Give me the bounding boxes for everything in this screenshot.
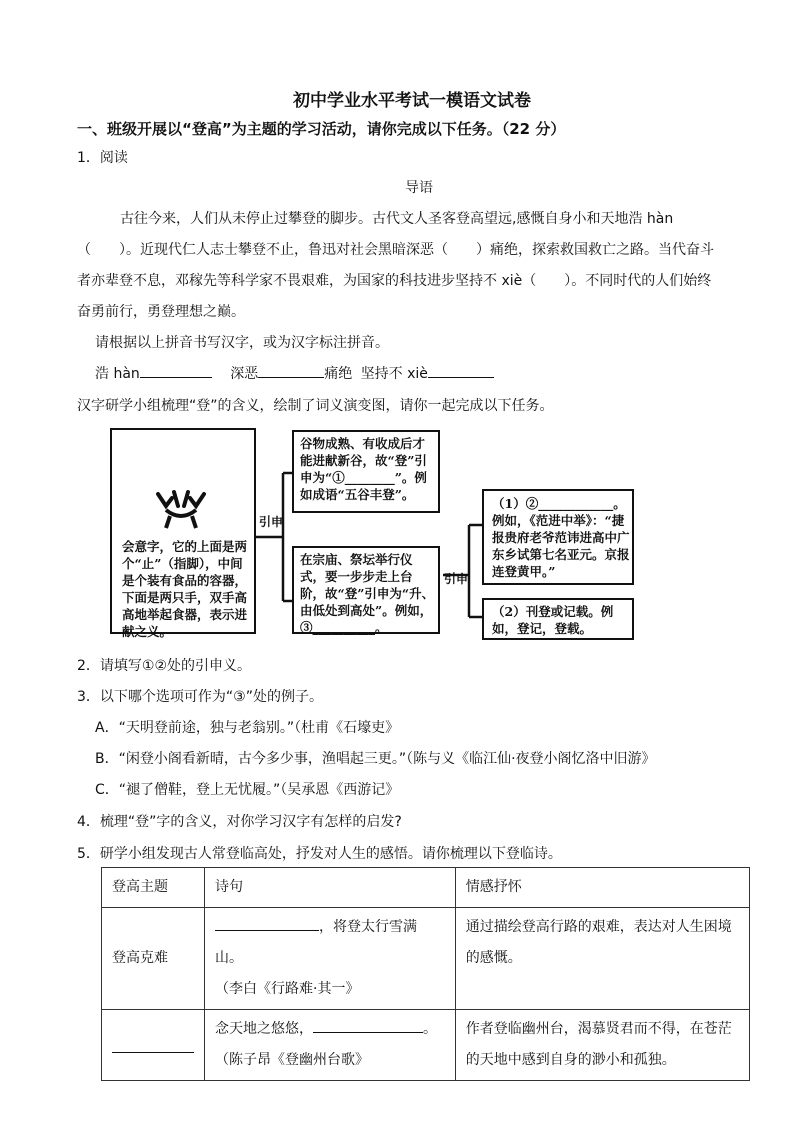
blank-a[interactable]	[140, 363, 212, 378]
ancient-glyph	[152, 488, 210, 540]
row1-verse-blank[interactable]	[215, 916, 319, 931]
fill-c-label: 痛绝	[324, 366, 353, 382]
blank-b[interactable]	[258, 363, 324, 378]
row1-theme: 登高克难	[102, 908, 205, 1010]
blank-d[interactable]	[428, 363, 494, 378]
yinshen-label-1: 引申	[259, 515, 284, 529]
section-heading: 一、班级开展以“登高”为主题的学习活动，请你完成以下任务。（22 分）	[77, 120, 566, 138]
row1-verse-line1: ，将登太行雪满山。	[215, 919, 417, 966]
row1-emotion: 通过描绘登高行路的艰难，表达对人生困境的感慨。	[455, 908, 749, 1010]
meaning-ascend-box	[292, 546, 440, 634]
yinshen-label-2: 引申	[444, 572, 469, 586]
instruction: 请根据以上拼音书写汉字，或为汉字标注拼音。	[95, 335, 389, 351]
question-5: 5．研学小组发现古人常登临高处，抒发对人生的感悟。请你梳理以下登临诗。	[77, 846, 562, 862]
meaning-record-box	[482, 489, 634, 585]
page-title: 初中学业水平考试一模语文试卷	[293, 91, 531, 111]
intro-heading: 导语	[405, 180, 433, 196]
fill-d-label: 坚持不 xiè	[360, 366, 428, 382]
row2-theme	[102, 1010, 205, 1081]
question-2: 2．请填写①②处的引申义。	[77, 658, 252, 674]
question-1-label: 1．阅读	[77, 150, 128, 166]
question-4: 4．梳理“登”字的含义，对你学习汉字有怎样的启发?	[77, 814, 402, 830]
fill-b-label: 深恶	[230, 366, 259, 382]
row2-verse-blank[interactable]	[313, 1018, 423, 1033]
row2-emotion: 作者登临幽州台，渴慕贤君而不得，在苍茫的天地中感到自身的渺小和孤独。	[455, 1010, 749, 1081]
row2-verse-line1: 念天地之悠悠，	[215, 1021, 313, 1037]
meaning-publish-box	[482, 598, 634, 640]
row2-verse-source: （陈子昂《登幽州台歌》	[215, 1052, 369, 1068]
meaning-publish-text: （2）刊登或记载。例如，登记，登载。	[492, 604, 614, 636]
intro-line-3: 者亦辈登不息，邓稼先等科学家不畏艰难，为国家的科技进步坚持不 xiè（ ）。不同时代的人们始终	[77, 273, 712, 289]
table-header-row	[102, 868, 750, 908]
row2-verse: 念天地之悠悠， 。 （陈子昂《登幽州台歌》	[205, 1010, 456, 1081]
table-row	[102, 1010, 750, 1081]
meaning-ascend-text: 在宗庙、祭坛举行仪式，要一步步走上台阶，故“登”引申为“升、由低处到高处”。例如，③__________。	[300, 552, 435, 635]
meaning-harvest-box	[292, 430, 440, 513]
row2-theme-blank[interactable]	[112, 1038, 194, 1053]
intro-line-4: 奋勇前行，勇登理想之巅。	[77, 304, 245, 320]
table-row	[102, 908, 750, 1010]
option-c[interactable]: C．“褪了僧鞋，登上无忧履。”（吴承恩《西游记》	[95, 782, 400, 798]
intro-line-2: （ ）。近现代仁人志士攀登不止，鲁迅对社会黑暗深恶（ ）痛绝，探索救国救亡之路。当代奋斗	[77, 242, 714, 258]
header-emotion: 情感抒怀	[455, 868, 749, 908]
group-text: 汉字研学小组梳理“登”的含义，绘制了词义演变图，请你一起完成以下任务。	[77, 398, 554, 414]
origin-text: 会意字，它的上面是两个“止”（指脚），中间是个装有食品的容器，下面是两只手，双手高高地举起食器，表示进献之义。	[122, 539, 248, 639]
meaning-record-text: （1）②____________。例如，《范进中举》：“捷报贵府老爷范讳进高中广东乡试第七名亚元。京报连登黄甲。”	[492, 496, 630, 579]
intro-line-1: 古往今来，人们从未停止过攀登的脚步。古代文人圣客登高望远,感慨自身小和天地浩 hàn	[120, 211, 674, 227]
option-a[interactable]: A．“天明登前途，独与老翁别。”（杜甫《石壕吏》	[95, 720, 400, 736]
origin-box	[110, 428, 256, 639]
header-verse: 诗句	[205, 868, 456, 908]
fill-a-label: 浩 hàn	[95, 366, 140, 382]
row1-verse	[205, 908, 456, 1010]
question-3: 3．以下哪个选项可作为“③”处的例子。	[77, 689, 323, 705]
poem-table	[101, 867, 750, 1081]
row1-verse-source: （李白《行路难·其一》	[215, 981, 360, 997]
option-b[interactable]: B．“闲登小阁看新晴，古今多少事，渔唱起三更。”（陈与义《临江仙·夜登小阁忆洛中旧游》	[95, 751, 656, 767]
fill-in-row	[95, 363, 494, 383]
meaning-harvest-text: 谷物成熟、有收成后才能进献新谷，故“登”引申为“①________”。例如成语“五谷丰登”。	[300, 436, 427, 502]
header-theme: 登高主题	[102, 868, 205, 908]
ancient-deng-icon	[152, 488, 210, 530]
